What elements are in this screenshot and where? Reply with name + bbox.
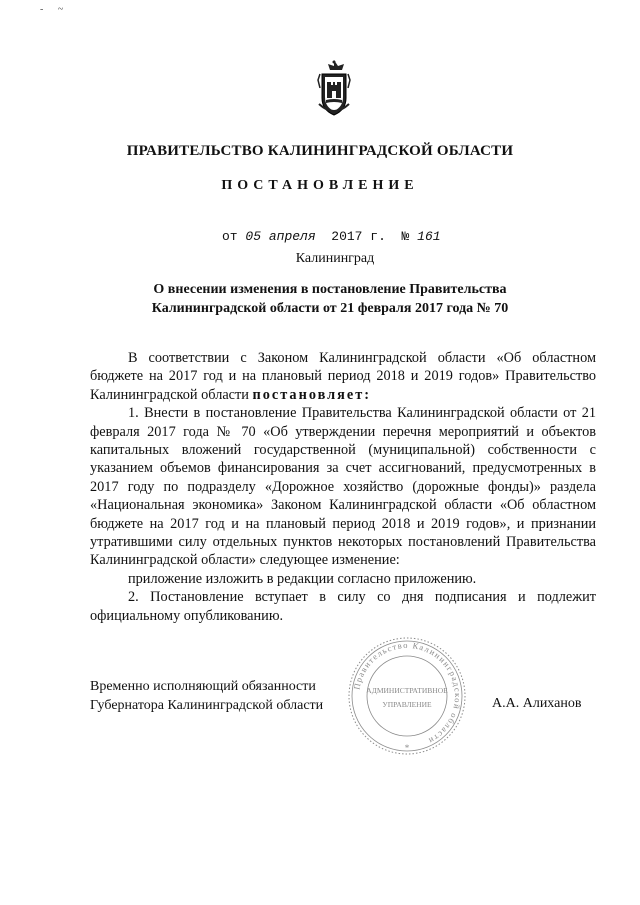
subject-line-2: Калининградской области от 21 февраля 2017 года № 70 <box>151 301 509 316</box>
subject <box>130 280 530 318</box>
date-month: апреля <box>268 229 316 244</box>
item-1-change: приложение изложить в редакции согласно приложению. <box>128 570 477 587</box>
seal-center-line-1: АДМИНИСТРАТИВНОЕ <box>366 686 448 695</box>
signer-position <box>90 677 323 715</box>
intro-text: В соответствии с Законом Калининградской области «Об областном бюджете на 2017 год и на плановый период 2018 и 2019 годов» Правительство Калининградской области <box>90 350 596 403</box>
signer-position-line-2: Губернатора Калининградской области <box>90 698 324 713</box>
date-day: 05 <box>245 229 262 244</box>
coat-of-arms-icon <box>314 58 354 118</box>
official-seal-stamp <box>346 635 468 757</box>
body-text <box>90 349 596 625</box>
seal-center-line-2: УПРАВЛЕНИЕ <box>382 700 432 709</box>
decree-number: 161 <box>417 229 441 244</box>
signer-name: А.А. Алиханов <box>492 696 582 711</box>
seal-ring-text: Правительство Калининградской области <box>351 639 464 747</box>
date-prefix: от <box>222 229 238 244</box>
scan-marks: - ~ <box>40 4 70 15</box>
seal-star: * <box>404 743 410 753</box>
item-1: 1. Внести в постановление Правительства Калининградской области от 21 февраля 2017 года № 70 «Об утверждении перечня мероприятий и объектов капитальных вложений государственной (муниципальной) собственности с указанием объемов финансирования за счет ассигнований, предусмотренных в 2017 году по подразделу «Дорожное хозяйство (дорожные фонды)» раздела «Национальная экономика» Законом Калининградской области «Об областном бюджете на 2017 год и на плановый период 2018 и 2019 годов», и признании утратившими силу отдельных пунктов некоторых постановлений Правительства Калининградской области» следующее изменение: <box>90 405 596 569</box>
subject-line-1: О внесении изменения в постановление Правительства <box>153 282 507 297</box>
dateline <box>222 229 441 244</box>
date-year: 2017 <box>331 229 363 244</box>
decides-word: постановляет: <box>252 386 372 403</box>
government-name: ПРАВИТЕЛЬСТВО КАЛИНИНГРАДСКОЙ ОБЛАСТИ <box>126 143 514 159</box>
signer-position-line-1: Временно исполняющий обязанности <box>90 679 316 694</box>
intro-paragraph <box>90 349 596 404</box>
date-year-suffix: г. <box>370 229 386 244</box>
number-sign: № <box>401 229 410 244</box>
item-2: 2. Постановление вступает в силу со дня подписания и подлежит официальному опубликованию. <box>90 589 596 624</box>
city: Калининград <box>295 251 375 266</box>
document-type: ПОСТАНОВЛЕНИЕ <box>221 178 419 193</box>
